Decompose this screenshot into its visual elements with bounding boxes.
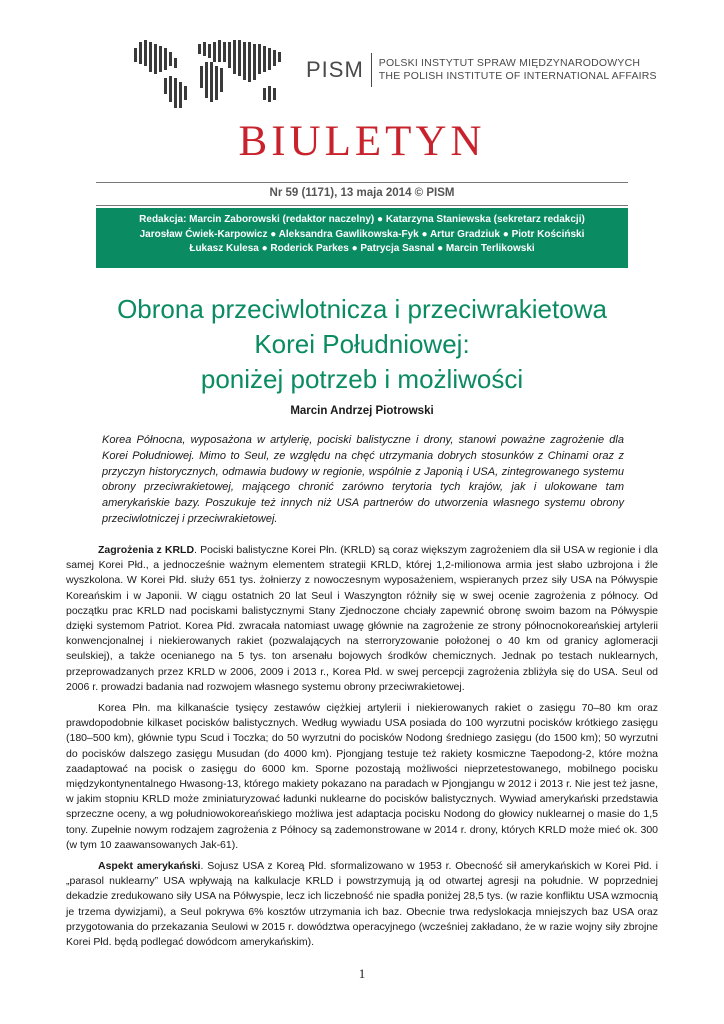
institute-name <box>372 57 657 83</box>
article-body <box>66 543 658 956</box>
paragraph-1 <box>66 543 658 695</box>
divider-top <box>96 182 628 183</box>
divider-bottom <box>96 205 628 206</box>
masthead: BIULETYN <box>238 118 486 165</box>
paragraph-3 <box>66 859 658 950</box>
section-heading-us-aspect: Aspekt amerykański <box>98 860 201 873</box>
paragraph-1-text: . Pociski balistyczne Korei Płn. (KRLD) są coraz większym zagrożeniem dla sił USA w regionie i dla samej Korei Płd., a jednocześnie ważnym elementem strategii KRLD, której 1,2-milionowa armia jest słabo uzbrojona i źle wyszkolona. W Korei Płd. służy 651 tys. żołnierzy z nowoczesnym wyposażeniem, wspieranych przez siły USA na Półwyspie Koreańskim i w Japonii. W ciągu ostatnich 20 lat Seul i Waszyngton różniły się w swej ocenie zagrożenia z północy. Od początku prac KRLD nad pociskami balistycznymi Stany Zjednoczone chciały zapewnić obronę swoim bazom na Półwyspie dzięki systemom Patriot. Korea Płd. zwracała natomiast uwagę głównie na zagrożenie ze strony północnokoreańskiej artylerii konwencjonalnej i niekierowanych rakiet (pozwalających na sterroryzowanie położonej o 40 km od granicy aglomeracji seulskiej), a także ocenianego na 5 tys. ton arsenału bojowych środków chemicznych. Jednak po testach nuklearnych, przeprowadzanych przez KRLD w 2006, 2009 i 2013 r., Korea Płd. w swej percepcji zagrożenia zbliżyła się do USA. Seul od 2006 r. prowadzi badania nad rozwojem własnego systemu obrony przeciwrakietowej. <box>66 544 658 693</box>
editors-line-2: Jarosław Ćwiek-Karpowicz ● Aleksandra Gawlikowska-Fyk ● Artur Gradziuk ● Piotr Kościński <box>139 228 585 240</box>
article-abstract: Korea Północna, wyposażona w artylerię, pociski balistyczne i drony, stanowi poważne zagrożenie dla Korei Południowej. Mimo to Seul, ze względu na chęć utrzymania dobrych stosunków z Chinami oraz z przyczyn historycznych, odmawia budowy w regionie, wspólnie z Japonią i USA, zintegrowanego systemu obrony przeciwrakietowej, mającego chronić zarówno terytoria tych krajów, jak i ulokowane tam amerykańskie bazy. Poszukuje też innych niż USA partnerów do utworzenia własnego systemu obrony przeciwlotniczej i przeciwrakietowej. <box>102 434 624 525</box>
article-author: Marcin Andrzej Piotrowski <box>290 405 434 417</box>
issue-line: Nr 59 (1171), 13 maja 2014 © PISM <box>269 187 455 199</box>
editors-line-3: Łukasz Kulesa ● Roderick Parkes ● Patrycja Sasnal ● Marcin Terlikowski <box>189 243 535 254</box>
pism-wordmark: PISM <box>306 53 372 87</box>
paragraph-3-text: . Sojusz USA z Koreą Płd. sformalizowano w 1953 r. Obecność sił amerykańskich w Korei Płd. i „parasol nuklearny” USA wpływają na kalkulacje KRLD i powstrzymują ją od otwartej agresji na południe. W poprzedniej dekadzie zredukowano siły USA na Półwyspie, lecz ich liczebność nie spadła poniżej 28,5 tys. (w razie konfliktu USA wzmocnią je trzema dywizjami), a Seul pokrywa 6% kosztów utrzymania ich baz. Obecnie trwa redyslokacja mniejszych baz USA oraz przygotowania do przekazania Seulowi w 2015 r. dowództwa operacyjnego (wcześniej zakładano, że w razie wojny siły zbrojne Korei Płd. będą podlegać dowódcom amerykańskim). <box>66 860 658 949</box>
header <box>0 0 724 120</box>
article-title <box>80 292 644 397</box>
page-number: 1 <box>358 966 366 981</box>
editorial-board <box>96 208 628 268</box>
section-heading-threats: Zagrożenia z KRLD <box>98 544 195 556</box>
institute-name-en: THE POLISH INSTITUTE OF INTERNATIONAL AFFAIRS <box>378 70 657 82</box>
title-line-3: poniżej potrzeb i możliwości <box>200 364 524 394</box>
world-map-logo <box>128 38 298 118</box>
title-line-2: Korei Południowej: <box>254 329 470 359</box>
pism-logo <box>306 50 657 90</box>
institute-name-pl: POLSKI INSTYTUT SPRAW MIĘDZYNARODOWYCH <box>378 57 641 69</box>
title-line-1: Obrona przeciwlotnicza i przeciwrakietowa <box>117 294 607 324</box>
editors-line-1: Redakcja: Marcin Zaborowski (redaktor naczelny) ● Katarzyna Staniewska (sekretarz redakcji) <box>139 214 585 225</box>
paragraph-2: Korea Płn. ma kilkanaście tysięcy zestawów ciężkiej artylerii i niekierowanych rakiet o zasięgu 70–80 km oraz prawdopodobnie kilkaset pocisków balistycznych. Według wywiadu USA posiada do 100 wyrzutni pocisków krótkiego zasięgu (180–500 km), głównie typu Scud i Toczka; do 50 wyrzutni do pocisków Nodong średniego zasięgu (do 1500 km); 50 wyrzutni do pocisków dalszego zasięgu Musudan (do 4000 km). Pjongjang testuje też rakiety kosmiczne Taepodong-2, które można zaadaptować na pocisk o zasięgu do 6000 km. Sporne pozostają możliwości nieprzetestowanego, mobilnego pocisku międzykontynentalnego Hwasong-13, którego makiety pokazano na paradach w Pjongjangu w 2012 i 2013 r. Nie jest też jasne, w jakim stopniu KRLD może zminiaturyzować ładunki nuklearne do pocisków balistycznych. Wywiad amerykański przedstawia sprzeczne oceny, a wg południowokoreańskiego możliwa jest adaptacja pocisku Nodong do głowicy nuklearnej o masie do 1,5 tony. Zupełnie nowym rodzajem zagrożenia z Północy są zademonstrowane w 2014 r. drony, których KRLD może mieć ok. 300 (w tym 10 zaawansowanych Jak-61). <box>66 702 658 851</box>
